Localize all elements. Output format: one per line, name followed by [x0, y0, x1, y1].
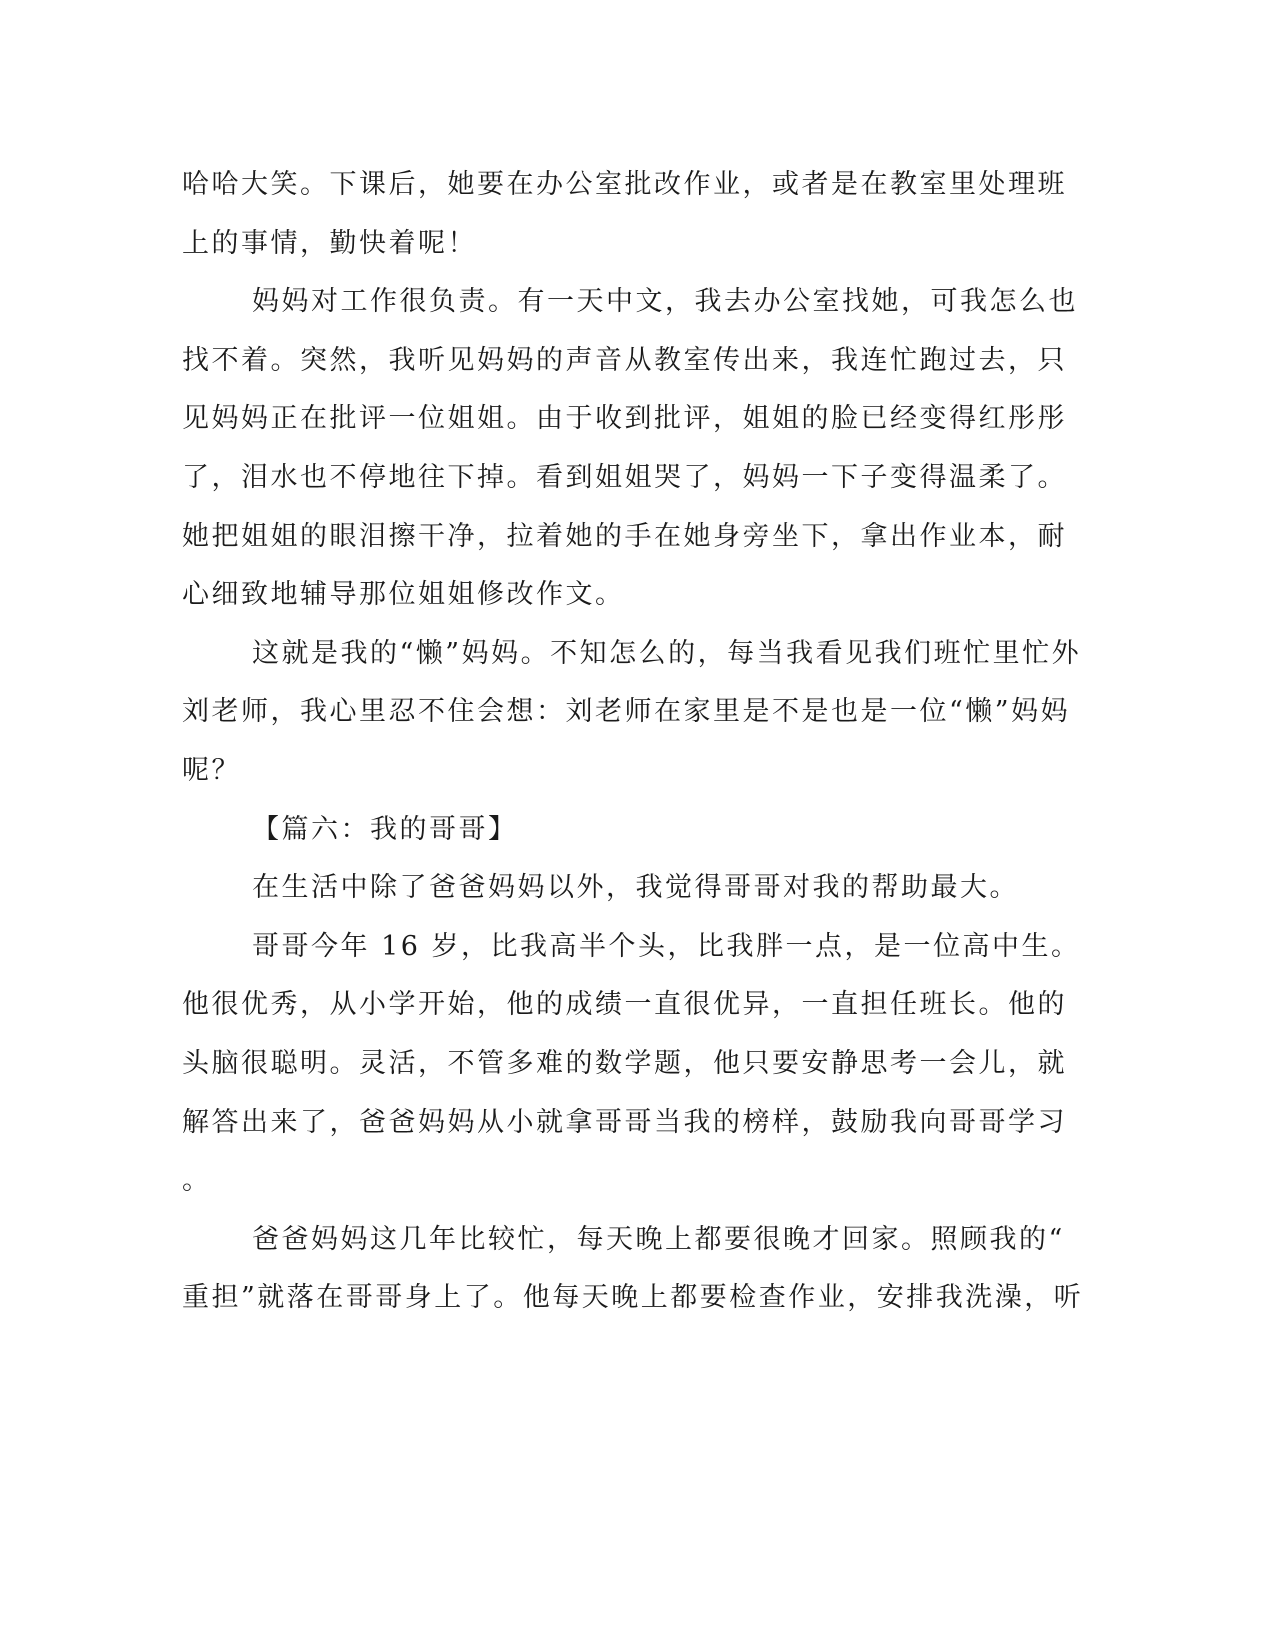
text-line: 见妈妈正在批评一位姐姐。由于收到批评，姐姐的脸已经变得红彤彤	[182, 403, 1067, 435]
text-line: 哥哥今年 16 岁，比我高半个头，比我胖一点，是一位高中生。	[252, 930, 1081, 962]
text-line: 她把姐姐的眼泪擦干净，拉着她的手在她身旁坐下，拿出作业本，耐	[182, 520, 1067, 552]
text-line: 头脑很聪明。灵活，不管多难的数学题，他只要安静思考一会儿，就	[182, 1047, 1067, 1079]
text-line: 重担”就落在哥哥身上了。他每天晚上都要检查作业，安排我洗澡，听	[182, 1282, 1084, 1314]
text-line: 呢？	[182, 754, 241, 786]
text-line: 了，泪水也不停地往下掉。看到姐姐哭了，妈妈一下子变得温柔了。	[182, 461, 1067, 493]
text-line: 哈哈大笑。下课后，她要在办公室批改作业，或者是在教室里处理班	[182, 169, 1067, 200]
text-line: 妈妈对工作很负责。有一天中文，我去办公室找她，可我怎么也	[252, 286, 1078, 318]
text-line: 爸爸妈妈这几年比较忙，每天晚上都要很晚才回家。照顾我的“	[252, 1223, 1065, 1255]
text-line: 刘老师，我心里忍不住会想：刘老师在家里是不是也是一位“懒”妈妈	[182, 696, 1071, 728]
text-line: 找不着。突然，我听见妈妈的声音从教室传出来，我连忙跑过去，只	[182, 344, 1067, 376]
text-line: 他很优秀，从小学开始，他的成绩一直很优异，一直担任班长。他的	[182, 989, 1067, 1021]
text-line: 这就是我的“懒”妈妈。不知怎么的，每当我看见我们班忙里忙外	[252, 637, 1082, 669]
text-line: 心细致地辅导那位姐姐修改作文。	[182, 579, 625, 611]
text-line: 在生活中除了爸爸妈妈以外，我觉得哥哥对我的帮助最大。	[252, 872, 1019, 904]
text-line: 解答出来了，爸爸妈妈从小就拿哥哥当我的榜样，鼓励我向哥哥学习	[182, 1106, 1067, 1138]
text-line: 上的事情，勤快着呢！	[182, 227, 477, 259]
body-text	[182, 156, 1084, 1328]
section-heading: 【篇六：我的哥哥】	[252, 813, 518, 845]
text-line: 。	[182, 1165, 212, 1197]
